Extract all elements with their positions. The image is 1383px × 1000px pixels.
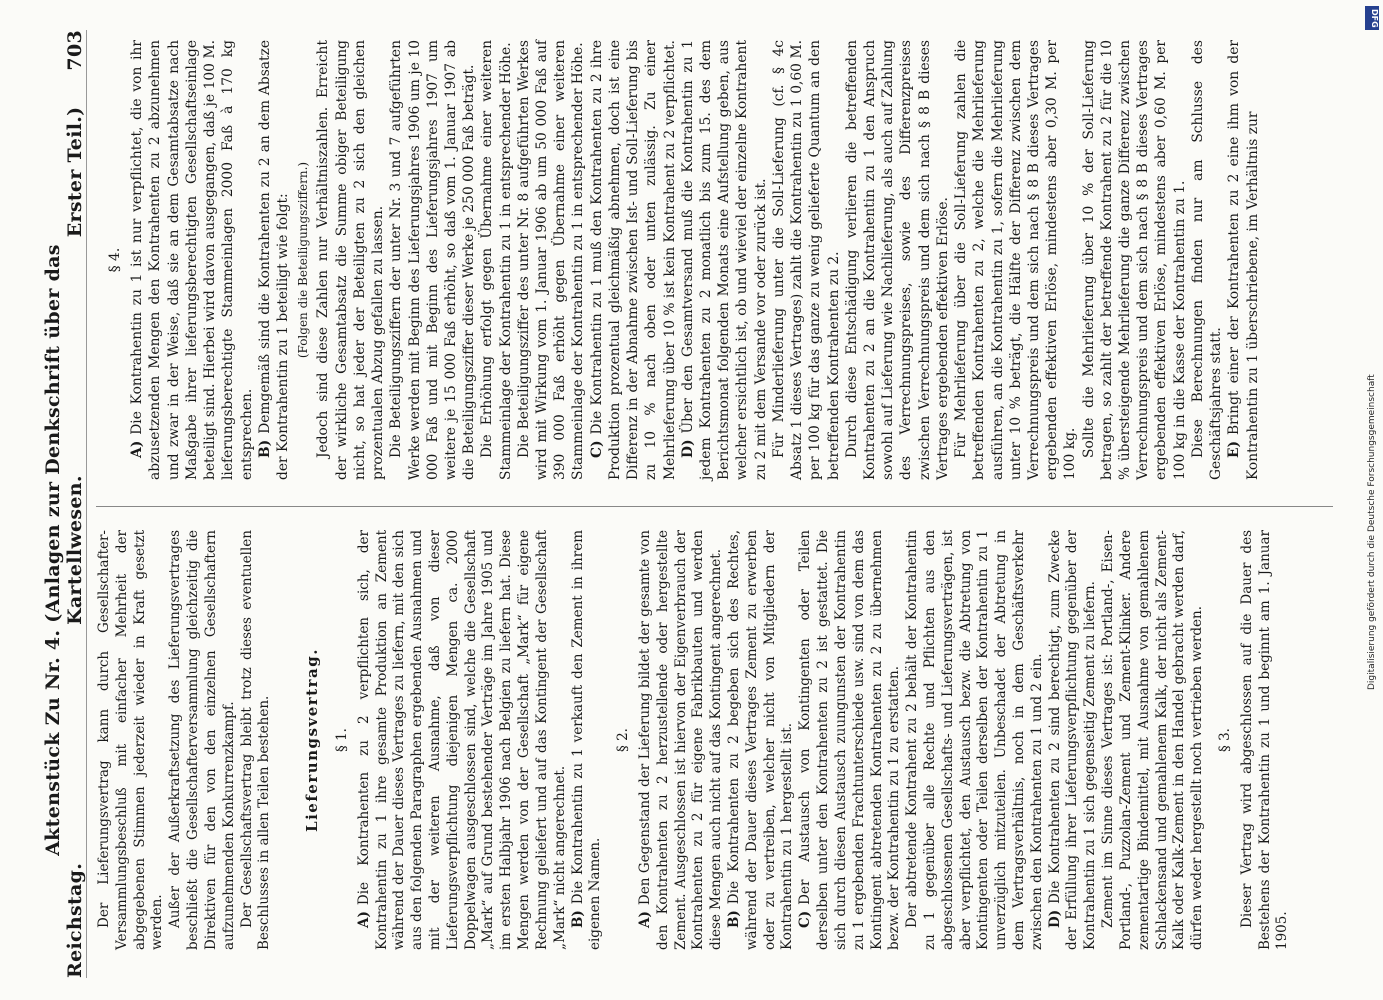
paragraph-marker: B)	[726, 910, 742, 928]
paragraph-marker: C)	[797, 910, 814, 928]
section-heading: § 3.	[1216, 728, 1233, 752]
paragraph-text: Der Austausch von Kontingenten oder Teilen derselben unter den Kontrahenten zu 2 ist gestattet. Die sich durch diesen Austausch zuungunsten der Kontrahentin zu 1 ergebenden Frachtunterschiede usw. sind von dem das Kontingent abtretenden Kontrahenten zu 2 zu übernehmen bezw. der Kontrahentin zu 1 zu erstatten.	[797, 530, 903, 950]
paragraph-marker: A)	[636, 911, 653, 928]
paragraph	[588, 40, 679, 480]
paragraph	[770, 40, 843, 480]
paragraph	[726, 530, 797, 950]
paragraph	[515, 40, 588, 480]
header-part: Erster Teil.)	[64, 106, 86, 238]
paragraph	[478, 40, 514, 480]
paragraph-text: Die Erhöhung erfolgt gegen Übernahme einer weiteren Stammeinlage der Kontrahentin zu 1 in entsprechender Höhe.	[479, 40, 514, 480]
paragraph-text: Die Kontrahenten zu 2 verpflichten sich, der Kontrahentin zu 1 ihre gesamte Produktion an Zement während der Dauer dieses Vertrages zu liefern, mit den sich aus den folgenden Paragraphen ergebenden Ausnahmen und mit der weiteren Ausnahme, daß von dieser Lieferungsverpflichtung diejenigen Mengen ca. 2000 Doppelwagen ausgeschlossen sind, welche die Gesellschaft „Mark“ auf Grund bestehender Verträge im Jahre 1905 und im ersten Halbjahr 1906 nach Belgien zu liefern hat. Diese Mengen werden von der Gesellschaft „Mark“ für eigene Rechnung geliefert und auf das Kontingent der Gesellschaft „Mark“ nicht angerechnet.	[355, 530, 568, 950]
paragraph-marker: D)	[1046, 909, 1063, 928]
paragraph-marker: A)	[355, 911, 372, 928]
paragraph-marker: A)	[129, 440, 146, 458]
paragraph-text: Die Kontrahenten zu 2 sind berechtigt, zum Zwecke der Erfüllung ihrer Lieferungsverpflichtung gegenüber der Kontrahentin zu 1 sich gegenseitig Zement zu liefern.	[1046, 530, 1099, 950]
paragraph	[314, 40, 387, 480]
paragraph-text: Diese Berechnungen finden nur am Schlusse des Geschäftsjahres statt.	[1189, 40, 1225, 480]
paragraph	[256, 40, 292, 480]
paragraph-text: Demgemäß sind die Kontrahenten zu 2 an dem Absatze der Kontrahentin zu 1 beteiligt wie folgt:	[256, 40, 291, 480]
page-header	[42, 30, 87, 978]
contract-title: Lieferungsvertrag.	[303, 648, 322, 832]
paragraph-text: Der abtretende Kontrahent zu 2 behält der Kontrahentin zu 1 gegenüber alle Rechte und Pflichten aus den abgeschlossenen Gesellschafts- und Lieferungsverträgen, ist aber verpflichtet, den Austausch bezw. die Abtretung von Kontingenten oder Teilen derselben der Kontrahentin zu 1 unverzüglich mitzuteilen. Unbeschadet der Abtretung in dem Vertragsverhältnis, noch in dem Geschäftsverkehr zwischen den Kontrahenten zu 1 und 2 ein.	[904, 530, 1045, 950]
paragraph-text: Sollte die Mehrlieferung über 10 % der Soll-Lieferung betragen, so zahlt der betreffende Kontrahent zu 2 für die 10 % übersteigende Mehrlieferung die ganze Differenz zwischen Verrechnungspreis und dem sich nach § 8 B dieses Vertrages ergebenden effektiven Erlöse, mindestens aber 0,60 M. per 100 kg in die Kasse der Kontrahentin zu 1.	[1080, 40, 1188, 480]
column-divider	[96, 506, 1333, 507]
paragraph-text: Die Beteiligungsziffer des unter Nr. 8 aufgeführten Werkes wird mit Wirkung vom 1. Januar 1906 ab um 50 000 Faß auf 390 000 Faß erhöht gegen Übernahme einer weiteren Stammeinlage der Kontrahentin zu 1 in entsprechender Höhe.	[515, 40, 587, 480]
paragraph-marker: E)	[1226, 440, 1243, 458]
paragraph-text: Dieser Vertrag wird abgeschlossen auf die Dauer des Bestehens der Kontrahentin zu 1 und beginnt am 1. Januar 1905.	[1238, 530, 1291, 950]
header-title: Aktenstück Zu Nr. 4. (Anlagen zur Denkschrift über das Kartellwesen.	[42, 244, 86, 856]
paragraph-text: Die Kontrahentin zu 1 muß den Kontrahenten zu 2 ihre Produktion prozentual gleichmäßig abnehmen, doch ist eine Differenz in der Abnahme zwischen Ist- und Soll-Lieferung bis zu 10 % nach oben oder unten zulässig. Zu einer Mehrlieferung über 10 % ist kein Kontrahent zu 2 verpflichtet.	[588, 40, 678, 480]
section-heading: § 2.	[615, 728, 632, 752]
watermark-text: Digitalisierung gefördert durch die Deutsche Forschungsgemeinschaft	[1367, 374, 1377, 690]
section-heading: § 1.	[333, 728, 350, 752]
paragraph	[1239, 530, 1292, 950]
paragraph-text: Für Mehrlieferung über die Soll-Lieferung zahlen die betreffenden Kontrahenten zu 2, welche die Mehrlieferung ausführen, an die Kontrahentin zu 1, sofern die Mehrlieferung unter 10 % beträgt, die Hälfte der Differenz zwischen dem Verrechnungspreis und dem sich nach § 8 B dieses Vertrages ergebenden effektiven Erlöse, mindestens aber 0,30 M. per 100 kg.	[953, 40, 1079, 480]
intro-paragraph: Der Gesellschaftsvertrag bleibt trotz dieses eventuellen Beschlusses in allen Teilen bestehen.	[238, 530, 273, 950]
paragraph	[1047, 530, 1100, 950]
paragraph-text: Durch diese Entschädigung verlieren die betreffenden Kontrahenten zu 2 an die Kontrahentin zu 1 den Anspruch sowohl auf Lieferung wie Nachlieferung, als auch auf Zahlung des Verrechnungspreises, sowie des Differenzpreises zwischen Verrechnungspreis und dem sich nach § 8 B dieses Vertrages ergebenden effektiven Erlöse.	[843, 40, 951, 480]
intro-paragraph: Außer der Außerkraftsetzung des Lieferungsvertrages beschließt die Gesellschafterversammlung gleichzeitig die Direktiven für den von den einzelnen Gesellschaftern aufzunehmenden Konkurrenzkampf.	[167, 530, 237, 950]
paragraph	[904, 530, 1047, 950]
paragraph	[679, 40, 770, 480]
paragraph-marker: B)	[256, 439, 273, 458]
paragraph-text: Die Kontrahentin zu 1 ist nur verpflichtet, die von ihr abzusetzenden Mengen den Kontrahenten zu 2 abzunehmen und zwar in der Weise, daß sie an dem Gesamtabsatze nach Maßgabe ihrer lieferungsberechtigten Gesellschaftseinlage beteiligt sind. Hierbei wird davon ausgegangen, daß je 100 M. lieferungsberechtigte Stammeinlagen 2000 Faß à 170 kg entsprechen.	[129, 40, 255, 480]
page-number: 703	[64, 30, 86, 71]
paragraph-text: Die Kontrahentin zu 1 verkauft den Zement in ihrem eigenen Namen.	[569, 530, 604, 950]
paragraph-text: Die Kontrahenten zu 2 begeben sich des Rechtes, während der Dauer dieses Vertrages Zement zu erwerben oder zu vertreiben, welcher nicht von Mitgliedern der Kontrahentin zu 1 hergestellt ist.	[726, 530, 796, 950]
paragraph	[637, 530, 726, 950]
paragraph	[1100, 530, 1207, 950]
left-column	[96, 530, 1343, 950]
paragraph	[356, 530, 570, 950]
note: (Folgen die Beteiligungsziffern.)	[296, 161, 311, 359]
paragraph-text: Über den Gesamtversand muß die Kontrahentin zu 1 jedem Kontrahenten zu 2 monatlich bis zum 15. des dem Berichtsmonat folgenden Monats eine Aufstellung geben, aus welcher ersichtlich ist, ob und wieviel der einzelne Kontrahent zu 2 mit dem Versande vor oder zurück ist.	[679, 40, 769, 480]
intro-paragraph: Der Lieferungsvertrag kann durch Gesellschafter-Versammlungsbeschluß mit einfacher Mehrheit der abgegebenen Stimmen jederzeit wieder in Kraft gesetzt werden.	[96, 530, 166, 950]
paragraph	[843, 40, 952, 480]
paragraph-text: Den Gegenstand der Lieferung bildet der gesamte von den Kontrahenten zu 2 herzustellende oder hergestellte Zement. Ausgeschlossen ist hiervon der Eigenverbrauch der Kontrahenten zu 2 für eigene Fabrikbauten und werden diese Mengen auch nicht auf das Kontingent angerechnet.	[636, 530, 725, 950]
paragraph	[128, 40, 256, 480]
paragraph-marker: C)	[588, 440, 605, 458]
header-left: Reichstag.	[64, 862, 86, 978]
paragraph-text: Bringt einer der Kontrahenten zu 2 eine ihm von der Kontrahentin zu 1 überschriebene, im Verhältnis zur	[1226, 40, 1261, 480]
paragraph	[1080, 40, 1189, 480]
paragraph	[570, 530, 606, 950]
watermark	[1363, 0, 1383, 1000]
paragraph-marker: B)	[569, 910, 586, 928]
paragraph-text: Zement im Sinne dieses Vertrages ist: Portland-, Eisen-Portland-, Puzzolan-Zement und Zement-Klinker. Andere zementartige Bindemittel, mit Ausnahme von gemahlenem Schlackensand und gemahlenem Kalk, der nicht als Zement-Kalk oder Kalk-Zement in den Handel gebracht werden darf, dürfen weder hergestellt noch vertrieben werden.	[1100, 530, 1206, 950]
paragraph	[387, 40, 478, 480]
paragraph	[1225, 40, 1261, 480]
dfg-logo: DFG	[1365, 6, 1379, 30]
paragraph-text: Die Beteiligungsziffern der unter Nr. 3 und 7 aufgeführten Werke werden mit Beginn des Lieferungsjahres 1906 um je 10 000 Faß und mit Beginn des Lieferungsjahres 1907 um weitere je 15 000 Faß erhöht, so daß vom 1. Januar 1907 ab die Beteiligungsziffer dieser Werke je 250 000 Faß beträgt.	[388, 40, 478, 480]
paragraph	[797, 530, 904, 950]
paragraph-text: Jedoch sind diese Zahlen nur Verhältniszahlen. Erreicht der wirkliche Gesamtabsatz die Summe obiger Beteiligung nicht, so hat jeder der Beteiligten zu 2 sich den gleichen prozentualen Abzug gefallen zu lassen.	[315, 40, 387, 480]
paragraph	[1189, 40, 1225, 480]
paragraph-marker: D)	[679, 439, 696, 458]
section-heading: § 4.	[107, 247, 123, 273]
paragraph	[952, 40, 1080, 480]
paragraph-text: Für Minderlieferung unter die Soll-Lieferung (cf. § 4c Absatz 1 dieses Vertrages) zahlt die Kontrahentin zu 1 0,60 M. per 100 kg für das ganze zu wenig gelieferte Quantum an den betreffenden Kontrahenten zu 2.	[770, 40, 842, 480]
right-column	[96, 40, 1343, 480]
